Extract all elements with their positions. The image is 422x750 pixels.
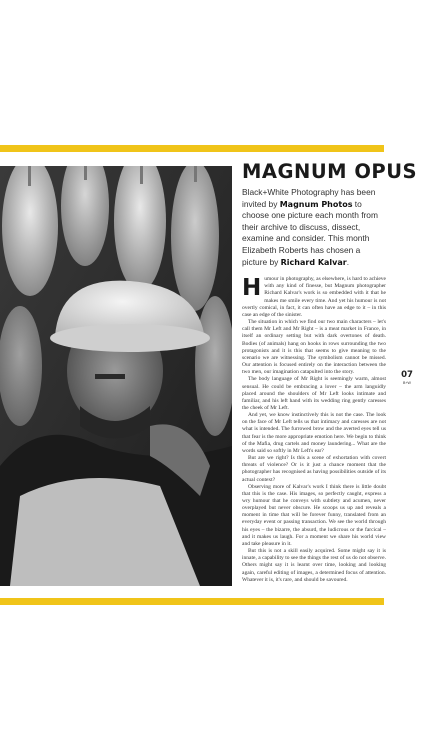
article-paragraph: But are we right? Is this a scene of exhortation with covert threats of violence? Or is it just a chance moment that the photographer has recognised as having possibilities outside of its actual context? [242,455,386,483]
paragraph-text: umour in photography, as elsewhere, is hard to achieve with any kind of finesse, but Magnum photographer Richard Kalvar's work is so embedded with it that he makes me smile every time. And yet his humour is not overtly comical, in fact, it can often have an edge to it – in this case an edge of the sinister. [242,276,386,318]
standfirst-text-1: Black+White Photography has been invited by [242,187,376,209]
section-label: B+W [403,381,411,385]
article-paragraph: And yet, we know instinctively this is not the case. The look on the face of Mr Left tells us that intimacy and caresses are not what is intended. The furrowed brow and the averted eyes tell us that fear is the more appropriate emotion here. We begin to think of the Mafia, drug cartels and money laundering... What are the words said so softly in Mr Left's ear? [242,412,386,454]
article-paragraph: Observing more of Kalvar's work I think there is little doubt that this is the case. His images, so perfectly caught, express a wry humour that he conveys with subtlety and acumen, never overplayed but never obscure. He scoops us up and reveals a moment in time that will be forever funny, translated from an everyday event or passing transaction. We see the world through his eyes – the bizarre, the absurd, the ludicrous or the farcical – and it makes us laugh. For a moment we share his world view and take pleasure in it. [242,483,386,547]
standfirst-text-3: . [346,256,350,267]
photo-image [0,166,232,586]
article-paragraph: The situation in which we find our two main characters – let's call them Mr Left and Mr Right – is a meat market in France, in itself an ordinary setting but with dark overtones of death. Bodies (of animals) hang on hooks in rows surrounding the two protagonists and it is this that seems to give meaning to the scenario we are witnessing. The symbolism cannot be missed. Our attention is focused entirely on the interaction between the two men, our imagination catapulted into the story. [242,319,386,376]
standfirst-photographer: Richard Kalvar [280,257,347,267]
article-paragraph [242,276,386,319]
article-paragraph: The body language of Mr Right is seemingly warm, almost sensual. He could be embracing a lover – the arm languidly placed around the shoulders of Mr Left looks intimate and familiar, and his left hand with its wedding ring gently caresses the cheek of Mr Left. [242,376,386,411]
article-title: MAGNUM OPUS [242,160,418,183]
article-photo [0,166,232,586]
standfirst-org: Magnum Photos [279,199,353,209]
article-paragraph: But this is not a skill easily acquired. Some might say it is innate, a capability to see the things the rest of us do not observe. Others might say it is learnt over time, looking and looking again, careful editing of images, a determined focus of attention. Whatever it is, it's rare, and should be savoured. [242,548,386,583]
drop-cap: H [242,275,262,302]
standfirst-text-2: to choose one picture each month from their archive to discuss, dissect, examine and consider. This month Elizabeth Roberts has chosen a picture by [242,198,378,267]
bottom-accent-bar [0,598,384,605]
page-number: 07 [401,370,413,380]
page-number-block [397,370,417,386]
top-accent-bar [0,145,384,152]
article-standfirst [242,187,386,268]
article-body [242,276,386,584]
